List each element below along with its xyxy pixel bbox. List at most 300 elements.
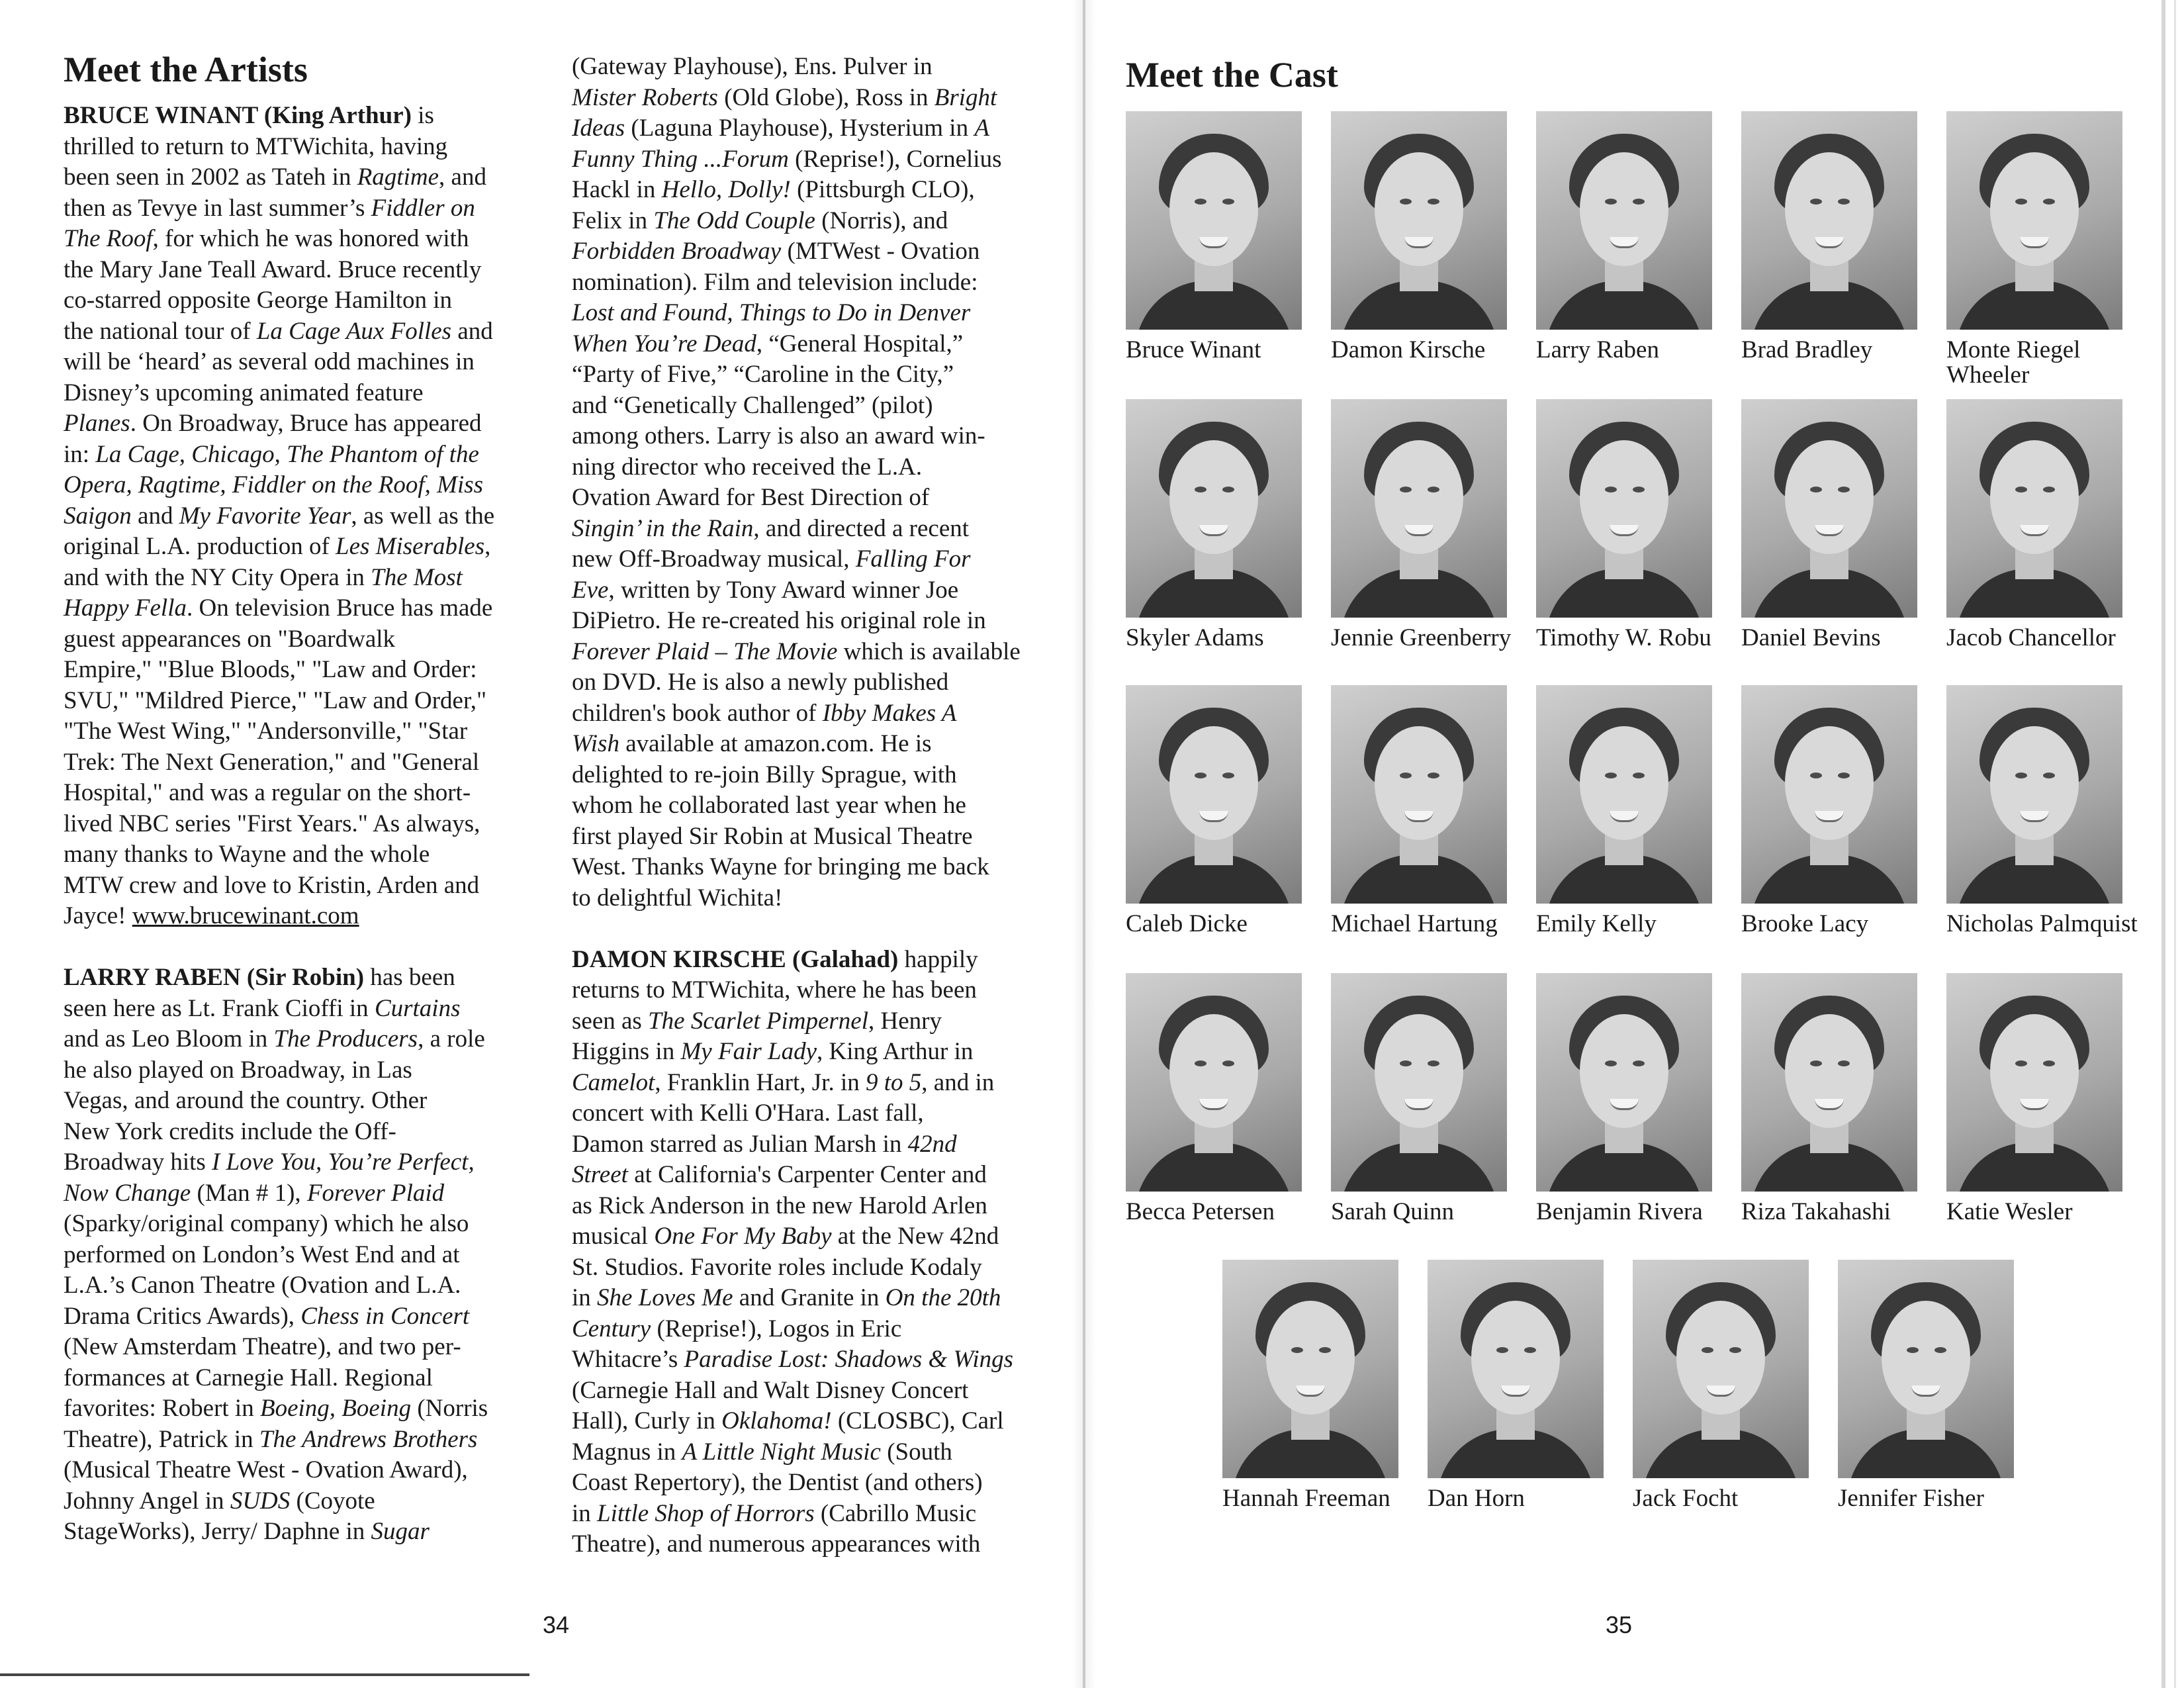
- bio-text-run: Empire," "Blue Bloods," "Law and Order:: [64, 656, 477, 683]
- headshot-eye: [2015, 199, 2027, 205]
- bio-text-run: at the New 42nd: [831, 1223, 999, 1250]
- bio-line: [64, 440, 494, 471]
- bio-text-run: performed on London’s West End and at: [64, 1241, 460, 1268]
- page-number-right: 35: [1606, 1611, 1633, 1638]
- headshot-eye: [1838, 487, 1850, 492]
- bio-text-run: (Pittsburgh CLO),: [790, 176, 975, 203]
- bio-text-run: available at amazon.com. He is: [619, 730, 932, 757]
- bio-text-run: SUDS: [230, 1487, 291, 1515]
- cast-card: [1946, 399, 2138, 651]
- headshot-photo: [1633, 1260, 1809, 1478]
- bio-text-run: St. Studios. Favorite roles include Kodaly: [572, 1253, 982, 1281]
- bio-line: [64, 470, 494, 501]
- bio-text-run: Ideas: [572, 115, 625, 142]
- headshot-photo: [1741, 111, 1917, 330]
- headshot-eye: [1810, 1060, 1822, 1066]
- bio-text-run: favorites: Robert in: [64, 1395, 260, 1422]
- headshot-eye: [1934, 1347, 1946, 1353]
- cast-card: [1331, 685, 1523, 937]
- bio-line: [572, 637, 1021, 668]
- bio-text-run: is: [411, 102, 434, 129]
- bio-text-run: (Coyote: [290, 1487, 375, 1515]
- bio-text-run: Wish: [572, 730, 619, 757]
- bio-line: [572, 1129, 1021, 1160]
- bio-line: [572, 1098, 1021, 1129]
- cast-card: [1536, 685, 1728, 937]
- cast-name: Benjamin Rivera: [1536, 1198, 1703, 1225]
- bio-line: [64, 255, 494, 286]
- cast-name: Jacob Chancellor: [1946, 624, 2116, 651]
- bio-line: [572, 945, 1021, 976]
- bio-text-run: Planes: [64, 410, 130, 437]
- bio-text-run: I Love You, You’re Perfect,: [212, 1149, 475, 1176]
- bio-text-run: "The West Wing," "Andersonville," "Star: [64, 718, 468, 745]
- bio-line: [64, 1363, 494, 1394]
- bio-text-run: at California's Carpenter Center and: [627, 1161, 987, 1188]
- bio-line: [64, 1486, 494, 1517]
- cast-name: Sarah Quinn: [1331, 1198, 1454, 1225]
- bio-text-run: first played Sir Robin at Musical Theatre: [572, 822, 973, 850]
- bio-column-1: [64, 101, 494, 1548]
- bio-text-run: has been: [364, 964, 455, 991]
- bio-text-run: Forever Plaid – The Movie: [572, 637, 838, 665]
- bio-line: [572, 83, 1021, 114]
- headshot-eye: [1222, 1060, 1234, 1066]
- bio-text-run: in: [572, 1284, 598, 1311]
- bio-text-run: A Little Night Music: [682, 1438, 881, 1466]
- bio-text-run: and “Genetically Challenged” (pilot): [572, 391, 933, 419]
- bio-text-run: Happy Fella: [64, 594, 187, 622]
- bio-text-run: Chess in Concert: [300, 1302, 470, 1330]
- headshot-face: [1785, 1014, 1874, 1128]
- headshot-face: [1785, 440, 1874, 554]
- cast-card: [1838, 1260, 2030, 1511]
- bio-line: [64, 1270, 494, 1301]
- bio-text-run: in: [572, 1499, 598, 1527]
- bio-text-run: Disney’s upcoming animated feature: [64, 379, 424, 406]
- bio-text-run: The Producers: [273, 1025, 418, 1053]
- headshot-eye: [2043, 1060, 2055, 1066]
- headshot-face: [1785, 726, 1874, 840]
- bio-line: [572, 113, 1021, 144]
- bio-text-run: musical: [572, 1223, 655, 1250]
- bio-text-run: children's book author of: [572, 699, 823, 727]
- headshot-face: [1375, 152, 1463, 266]
- headshot-eye: [1907, 1347, 1919, 1353]
- bio-text-run: The Roof: [64, 225, 153, 252]
- bio-text-run: (Sparky/original company) which he also: [64, 1210, 469, 1237]
- headshot-eye: [1605, 773, 1617, 778]
- bio-text-run: (Man # 1),: [191, 1179, 307, 1207]
- headshot-eye: [1605, 199, 1617, 205]
- bio-line: [572, 1006, 1021, 1037]
- bio-line: [572, 1499, 1021, 1530]
- bio-line: [572, 267, 1021, 299]
- bio-text-run: happily: [898, 945, 978, 973]
- cast-card: [1741, 399, 1933, 651]
- headshot-face: [1882, 1301, 1970, 1415]
- bio-line: [572, 391, 1021, 422]
- headshot-eye: [2015, 773, 2027, 778]
- cast-name: Becca Petersen: [1126, 1198, 1275, 1225]
- cast-card: [1126, 399, 1318, 651]
- headshot-eye: [1605, 1060, 1617, 1066]
- headshot-eye: [1222, 199, 1234, 205]
- bio-text-run: Hospital," and was a regular on the short-: [64, 779, 471, 806]
- bio-text-run: lived NBC series "First Years." As always,: [64, 810, 480, 837]
- cast-card: [1741, 973, 1933, 1225]
- headshot-eye: [1319, 1347, 1331, 1353]
- bio-line: [64, 1086, 494, 1117]
- left-page: [0, 0, 1085, 1688]
- bio-text-run: Magnus in: [572, 1438, 682, 1466]
- bio-line: [572, 760, 1021, 791]
- cast-name: Jennie Greenberry: [1331, 624, 1512, 651]
- bio-text-run: whom he collaborated last year when he: [572, 792, 966, 819]
- cast-name: Daniel Bevins: [1741, 624, 1881, 651]
- bio-line: [572, 606, 1021, 637]
- bio-text-run: Broadway hits: [64, 1149, 212, 1176]
- headshot-eye: [2043, 773, 2055, 778]
- bio-text-run: (Reprise!), Logos in Eric: [651, 1315, 902, 1342]
- bio-text-run: The Odd Couple: [653, 207, 815, 234]
- headshot-face: [1676, 1301, 1765, 1415]
- cast-name: Brad Bradley: [1741, 336, 1873, 363]
- bio-line: [572, 883, 1021, 914]
- bio-text-run: he also played on Broadway, in Las: [64, 1056, 412, 1084]
- headshot-photo: [1126, 111, 1302, 330]
- bio-line: [64, 932, 494, 963]
- bio-line: [572, 729, 1021, 760]
- headshot-eye: [2015, 1060, 2027, 1066]
- bio-text-run: She Loves Me: [597, 1284, 733, 1311]
- headshot-photo: [1536, 111, 1712, 330]
- bio-line: [572, 575, 1021, 606]
- bio-line: [572, 1529, 1021, 1560]
- cast-name: Timothy W. Robu: [1536, 624, 1711, 651]
- bio-text-run: Jayce!: [64, 902, 132, 929]
- cast-name: Monte Riegel Wheeler: [1946, 336, 2081, 389]
- bio-line: [572, 790, 1021, 821]
- cast-card: [1946, 111, 2138, 388]
- artist-heading: DAMON KIRSCHE (Galahad): [572, 945, 899, 973]
- headshot-eye: [1195, 1060, 1206, 1066]
- bio-line: [572, 329, 1021, 360]
- headshot-face: [1990, 726, 2079, 840]
- bio-text-run: , for which he was honored with: [152, 225, 469, 252]
- bio-text-run: Funny Thing ...Forum: [572, 145, 789, 173]
- headshot-photo: [1946, 685, 2122, 904]
- bio-line: [64, 224, 494, 255]
- bio-text-run: (New Amsterdam Theatre), and two per-: [64, 1333, 461, 1360]
- bio-line: [64, 378, 494, 409]
- headshot-photo: [1741, 685, 1917, 904]
- headshot-eye: [1838, 1060, 1850, 1066]
- bio-line: [64, 994, 494, 1025]
- bio-text-run: My Favorite Year: [179, 502, 351, 530]
- bio-text-run: La Cage, Chicago, The Phantom of the: [95, 440, 479, 468]
- cast-card: [1536, 973, 1728, 1225]
- bio-text-run: and Granite in: [733, 1284, 886, 1311]
- bio-line: [64, 686, 494, 717]
- bio-text-run: (Norris: [411, 1395, 488, 1422]
- bio-line: [572, 359, 1021, 391]
- bio-text-run: which is available: [837, 637, 1021, 665]
- bio-text-run: Hall), Curly in: [572, 1407, 722, 1434]
- headshot-face: [1375, 440, 1463, 554]
- bio-text-run: Felix in: [572, 207, 654, 234]
- bio-text-run: , and directed a recent: [753, 514, 970, 542]
- headshot-eye: [1605, 487, 1617, 492]
- bio-line: [572, 452, 1021, 483]
- bio-text-run: Ovation Award for Best Direction of: [572, 484, 930, 511]
- headshot-eye: [1810, 199, 1822, 205]
- bio-line: [572, 1191, 1021, 1222]
- bio-text-run: 9 to 5: [865, 1068, 922, 1096]
- bio-text-run: One For My Baby: [654, 1223, 832, 1250]
- bio-line: [64, 901, 494, 932]
- bio-text-run: Les Miserables: [336, 533, 485, 560]
- cast-card: [1536, 399, 1728, 651]
- cast-name: Nicholas Palmquist: [1946, 910, 2138, 937]
- cast-name: Larry Raben: [1536, 336, 1659, 363]
- bio-line: [572, 821, 1021, 853]
- bio-text-run: Singin’ in the Rain: [572, 514, 754, 542]
- bio-text-run: Drama Critics Awards),: [64, 1302, 301, 1330]
- cast-card: [1536, 111, 1728, 363]
- bio-line: [572, 1314, 1021, 1345]
- bio-text-run: Bright: [934, 83, 997, 111]
- bio-text-run: Higgins in: [572, 1038, 681, 1065]
- bio-line: [64, 408, 494, 440]
- headshot-eye: [1810, 773, 1822, 778]
- headshot-photo: [1428, 1260, 1604, 1478]
- bio-text-run: Camelot: [572, 1068, 655, 1096]
- bio-line: [572, 914, 1021, 945]
- bio-line: [572, 1437, 1021, 1468]
- cast-name: Brooke Lacy: [1741, 910, 1869, 937]
- headshot-photo: [1741, 399, 1917, 618]
- bio-text-run: , written by Tony Award winner Joe: [608, 576, 959, 604]
- bio-text-run: and as Leo Bloom in: [64, 1025, 274, 1053]
- headshot-eye: [1702, 1347, 1713, 1353]
- bio-line: [64, 1425, 494, 1456]
- bio-text-run: 42nd: [907, 1130, 957, 1158]
- bio-text-run: Paradise Lost: Shadows & Wings: [684, 1346, 1013, 1373]
- cast-name: Michael Hartung: [1331, 910, 1498, 937]
- bio-text-run: (Norris), and: [815, 207, 948, 234]
- headshot-face: [1375, 726, 1463, 840]
- bio-text-run: delighted to re-join Billy Sprague, with: [572, 761, 957, 788]
- bio-line: [64, 532, 494, 563]
- bio-line: [572, 1468, 1021, 1499]
- bio-line: [64, 347, 494, 378]
- headshot-face: [1169, 440, 1258, 554]
- bio-text-run: , and in: [921, 1068, 995, 1096]
- bio-line: [572, 1037, 1021, 1068]
- bio-text-run: (Cabrillo Music: [814, 1499, 977, 1527]
- headshot-eye: [1195, 487, 1206, 492]
- bio-text-run: Opera, Ragtime, Fiddler on the Roof, Miss: [64, 471, 484, 498]
- bio-line: [64, 778, 494, 809]
- bio-line: [64, 563, 494, 594]
- bio-text-run: ning director who received the L.A.: [572, 453, 923, 481]
- headshot-face: [1990, 152, 2079, 266]
- bio-text-run: seen here as Lt. Frank Cioffi in: [64, 994, 375, 1022]
- bio-text-run: Little Shop of Horrors: [597, 1499, 815, 1527]
- bio-line: [64, 501, 494, 532]
- bio-text-run: Ibby Makes A: [822, 699, 957, 727]
- bio-text-run: Hackl in: [572, 176, 662, 203]
- headshot-photo: [1126, 399, 1302, 618]
- headshot-eye: [1633, 199, 1645, 205]
- bio-text-run: Century: [572, 1315, 651, 1342]
- bio-line: [572, 514, 1021, 545]
- headshot-eye: [1195, 199, 1206, 205]
- bio-text-run: and: [451, 317, 493, 345]
- cast-name: Hannah Freeman: [1222, 1485, 1390, 1512]
- bio-text-run: co-starred opposite George Hamilton in: [64, 287, 453, 314]
- headshot-eye: [1838, 199, 1850, 205]
- bio-line: [64, 624, 494, 655]
- bio-line: [572, 52, 1021, 83]
- bio-line: [572, 667, 1021, 698]
- headshot-eye: [1400, 773, 1412, 778]
- cast-name: Bruce Winant: [1126, 336, 1261, 363]
- bio-line: [64, 870, 494, 902]
- bio-line: [572, 298, 1021, 329]
- bio-text-run: Fiddler on: [371, 194, 475, 222]
- bio-text-run: formances at Carnegie Hall. Regional: [64, 1364, 433, 1391]
- headshot-eye: [1633, 487, 1645, 492]
- headshot-eye: [1222, 487, 1234, 492]
- cast-name: Emily Kelly: [1536, 910, 1657, 937]
- bio-line: [572, 1252, 1021, 1284]
- bio-text-run: The Most: [371, 563, 463, 591]
- bio-text-run: (MTWest - Ovation: [781, 238, 980, 265]
- headshot-photo: [1838, 1260, 2014, 1478]
- headshot-face: [1990, 1014, 2079, 1128]
- headshot-eye: [1400, 1060, 1412, 1066]
- bio-text-run: , as well as the: [351, 502, 495, 530]
- section-title-cast: Meet the Cast: [1126, 55, 1338, 95]
- headshot-face: [1471, 1301, 1560, 1415]
- bio-text-run: returns to MTWichita, where he has been: [572, 976, 977, 1004]
- headshot-eye: [1810, 487, 1822, 492]
- bio-line: [64, 593, 494, 624]
- bio-line: [64, 101, 494, 132]
- bio-line: [572, 421, 1021, 452]
- bio-line: [64, 285, 494, 316]
- bio-line: [572, 483, 1021, 514]
- bio-text-run: . On television Bruce has made: [186, 594, 493, 622]
- bio-text-run: When You’re Dead: [572, 330, 756, 357]
- cast-card: [1946, 685, 2138, 937]
- bio-text-run: original L.A. production of: [64, 533, 336, 560]
- headshot-eye: [2043, 487, 2055, 492]
- bio-text-run: New York credits include the Off-: [64, 1117, 396, 1145]
- cast-card: [1331, 399, 1523, 651]
- cast-card: [1331, 111, 1523, 363]
- headshot-photo: [1536, 399, 1712, 618]
- headshot-photo: [1536, 973, 1712, 1192]
- bio-column-2: [572, 52, 1021, 1560]
- bio-line: [572, 206, 1021, 237]
- bio-text-run: Curtains: [374, 994, 461, 1022]
- headshot-eye: [1195, 773, 1206, 778]
- headshot-eye: [1496, 1347, 1508, 1353]
- bio-line: [64, 1517, 494, 1548]
- bio-text-run: (South: [880, 1438, 952, 1466]
- bio-text-run: Lost and Found, Things to Do in Denver: [572, 299, 971, 326]
- bio-text-run: Saigon: [64, 502, 132, 530]
- cast-card: [1741, 111, 1933, 363]
- cast-name: Jennifer Fisher: [1838, 1485, 1984, 1512]
- bio-line: [64, 193, 494, 224]
- artist-heading: LARRY RABEN (Sir Robin): [64, 964, 365, 991]
- bio-line: [64, 1147, 494, 1178]
- bio-line: [64, 809, 494, 840]
- bio-text-run: (Gateway Playhouse), Ens. Pulver in: [572, 53, 933, 80]
- cast-card: [1126, 973, 1318, 1225]
- bio-text-run: , Franklin Hart, Jr. in: [655, 1068, 866, 1096]
- bio-text-run: many thanks to Wayne and the whole: [64, 841, 430, 868]
- bio-text-run: , King Arthur in: [817, 1038, 974, 1065]
- bio-line: [572, 544, 1021, 575]
- bio-text-run: as Rick Anderson in the new Harold Arlen: [572, 1192, 987, 1219]
- bio-text-run: ,: [484, 533, 491, 560]
- headshot-eye: [1291, 1347, 1303, 1353]
- headshot-eye: [1428, 773, 1439, 778]
- headshot-photo: [1946, 399, 2122, 618]
- bio-text-run: to delightful Wichita!: [572, 884, 783, 912]
- bio-text-run: among others. Larry is also an award win-: [572, 422, 985, 449]
- bio-line: [64, 1332, 494, 1363]
- bio-line: [572, 975, 1021, 1006]
- bio-text-run: Falling For: [855, 545, 971, 573]
- bio-text-run: Eve: [572, 576, 609, 604]
- bio-text-run: . On Broadway, Bruce has appeared: [130, 410, 482, 437]
- bio-text-run: nomination). Film and television include:: [572, 268, 978, 296]
- bio-text-run: thrilled to return to MTWichita, having: [64, 132, 448, 160]
- section-title-artists: Meet the Artists: [64, 50, 308, 89]
- bio-line: [64, 1301, 494, 1333]
- bio-line: [64, 839, 494, 870]
- bio-text-run: , “General Hospital,”: [756, 330, 964, 357]
- bio-line: [64, 1117, 494, 1148]
- bio-line: [64, 747, 494, 778]
- headshot-photo: [1946, 973, 2122, 1192]
- headshot-face: [1580, 440, 1668, 554]
- headshot-eye: [1400, 487, 1412, 492]
- bio-text-run: new Off-Broadway musical,: [572, 545, 856, 573]
- bio-text-run: , Henry: [868, 1007, 942, 1035]
- bio-text-run: seen as: [572, 1007, 649, 1035]
- cast-card: [1126, 111, 1318, 363]
- website-link[interactable]: www.brucewinant.com: [132, 902, 359, 929]
- headshot-eye: [1428, 1060, 1439, 1066]
- bio-line: [572, 236, 1021, 267]
- bio-text-run: Now Change: [64, 1179, 191, 1207]
- headshot-eye: [1400, 199, 1412, 205]
- right-page: [1085, 0, 2184, 1688]
- bio-line: [572, 1344, 1021, 1376]
- headshot-face: [1266, 1301, 1355, 1415]
- headshot-face: [1375, 1014, 1463, 1128]
- bio-line: [64, 1240, 494, 1271]
- bio-text-run: (Musical Theatre West - Ovation Award),: [64, 1456, 468, 1483]
- cast-card: [1126, 685, 1318, 937]
